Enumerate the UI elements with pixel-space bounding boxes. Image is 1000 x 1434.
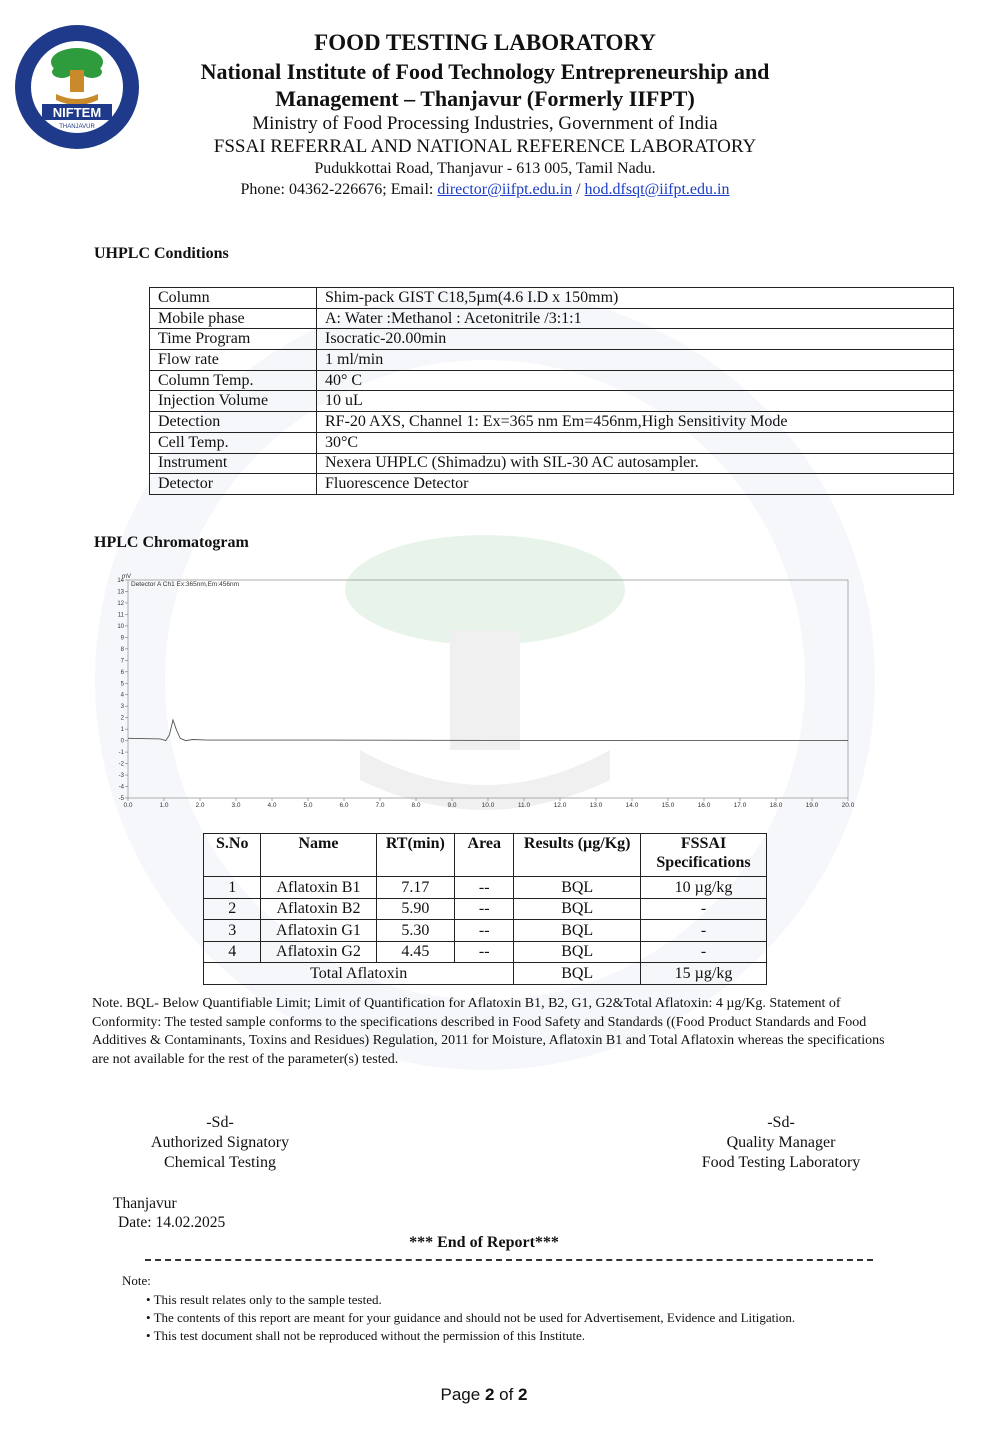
condition-value: 30°C xyxy=(317,432,954,453)
condition-value: RF-20 AXS, Channel 1: Ex=365 nm Em=456nm,High Sensitivity Mode xyxy=(317,412,954,433)
hplc-chromatogram-chart xyxy=(110,568,860,808)
condition-value: Isocratic-20.00min xyxy=(317,329,954,350)
y-tick-label: 10 xyxy=(117,623,124,630)
y-tick-label: 5 xyxy=(120,681,124,688)
chromatogram-series-line xyxy=(128,720,848,741)
condition-value: Nexera UHPLC (Shimadzu) with SIL-30 AC autosampler. xyxy=(317,453,954,474)
page-total: 2 xyxy=(518,1385,528,1404)
condition-value: 40° C xyxy=(317,370,954,391)
footer-note-item: • This result relates only to the sample tested. xyxy=(146,1291,795,1309)
footer-note-item: • The contents of this report are meant for your guidance and should not be used for Advertisement, Evidence and Litigation. xyxy=(146,1309,795,1327)
footer-note-item: • This test document shall not be reproduced without the permission of this Institute. xyxy=(146,1327,795,1345)
x-tick-label: 7.0 xyxy=(375,802,385,808)
page-number xyxy=(0,1385,968,1405)
x-tick-label: 16.0 xyxy=(697,802,711,808)
email-link-hod[interactable]: hod.dfsqt@iifpt.edu.in xyxy=(584,181,730,198)
chart-frame xyxy=(128,580,848,798)
y-tick-label: -4 xyxy=(118,784,124,791)
x-tick-label: 8.0 xyxy=(411,802,421,808)
condition-row xyxy=(150,474,954,495)
results-cell-result: BQL xyxy=(514,877,641,899)
results-cell-rt: 5.90 xyxy=(376,898,455,920)
results-cell-name: Aflatoxin G1 xyxy=(261,920,376,942)
institute-name-line1: National Institute of Food Technology Entrepreneurship and xyxy=(200,59,770,84)
condition-row xyxy=(150,412,954,433)
signature-left-dept: Chemical Testing xyxy=(164,1154,276,1171)
divider xyxy=(145,1259,873,1261)
signature-right-dept: Food Testing Laboratory xyxy=(701,1154,861,1171)
y-tick-label: -2 xyxy=(118,761,124,768)
condition-value: 10 uL xyxy=(317,391,954,412)
x-tick-label: 10.0 xyxy=(481,802,495,808)
condition-row xyxy=(150,350,954,371)
results-cell-area: -- xyxy=(455,877,514,899)
results-cell-sno: 2 xyxy=(204,898,261,920)
page-current: 2 xyxy=(484,1385,495,1404)
results-total-row xyxy=(204,963,767,985)
condition-row xyxy=(150,308,954,329)
results-header-cell: Name xyxy=(261,834,376,877)
x-tick-label: 1.0 xyxy=(159,802,169,808)
x-tick-label: 19.0 xyxy=(805,802,819,808)
end-of-report: *** End of Report*** xyxy=(409,1234,559,1251)
results-cell-sno: 4 xyxy=(204,941,261,963)
x-tick-label: 9.0 xyxy=(447,802,457,808)
y-tick-label: 12 xyxy=(117,600,124,607)
y-axis-label: mV xyxy=(122,574,131,580)
y-tick-label: 9 xyxy=(120,635,124,642)
results-row xyxy=(204,941,767,963)
signature-left-sd: -Sd- xyxy=(206,1114,234,1131)
signature-right-sd: -Sd- xyxy=(767,1114,795,1131)
results-header-cell: RT(min) xyxy=(376,834,455,877)
lab-title: FOOD TESTING LABORATORY xyxy=(314,30,656,55)
page-prefix: Page xyxy=(440,1385,485,1404)
x-tick-label: 11.0 xyxy=(517,802,531,808)
x-tick-label: 0.0 xyxy=(123,802,133,808)
x-tick-label: 6.0 xyxy=(339,802,349,808)
y-tick-label: 2 xyxy=(120,715,124,722)
results-header-cell: FSSAI Specifications xyxy=(641,834,767,877)
y-tick-label: -3 xyxy=(118,773,124,780)
logo-subtext: THANJAVUR xyxy=(59,124,95,130)
condition-key: Column xyxy=(150,288,317,309)
condition-key: Time Program xyxy=(150,329,317,350)
condition-row xyxy=(150,453,954,474)
condition-value: Shim-pack GIST C18,5µm(4.6 I.D x 150mm) xyxy=(317,288,954,309)
results-cell-area: -- xyxy=(455,941,514,963)
results-cell-sno: 1 xyxy=(204,877,261,899)
x-tick-label: 14.0 xyxy=(625,802,639,808)
condition-key: Instrument xyxy=(150,453,317,474)
aflatoxin-results-table xyxy=(203,833,767,985)
uhplc-conditions-table xyxy=(149,287,954,495)
y-tick-label: 13 xyxy=(117,589,124,596)
y-tick-label: 8 xyxy=(120,646,124,653)
date-text: Date: 14.02.2025 xyxy=(118,1214,226,1231)
results-header-cell: S.No xyxy=(204,834,261,877)
niftem-logo xyxy=(12,22,142,152)
total-label: Total Aflatoxin xyxy=(204,963,514,985)
address-line: Pudukkottai Road, Thanjavur - 613 005, Tamil Nadu. xyxy=(314,160,656,177)
results-header-cell: Results (µg/Kg) xyxy=(514,834,641,877)
results-cell-name: Aflatoxin B2 xyxy=(261,898,376,920)
results-cell-spec: 10 µg/kg xyxy=(641,877,767,899)
results-row xyxy=(204,877,767,899)
logo-text: NIFTEM xyxy=(52,105,102,120)
x-tick-label: 2.0 xyxy=(195,802,205,808)
y-tick-label: 14 xyxy=(117,578,124,584)
ministry-line: Ministry of Food Processing Industries, Government of India xyxy=(252,113,718,134)
x-tick-label: 17.0 xyxy=(733,802,747,808)
condition-value: A: Water :Methanol : Acetonitrile /3:1:1 xyxy=(317,308,954,329)
condition-row xyxy=(150,370,954,391)
uhplc-section-title: UHPLC Conditions xyxy=(94,245,229,262)
results-row xyxy=(204,920,767,942)
page-of: of xyxy=(494,1385,519,1404)
email-separator: / xyxy=(572,181,585,198)
y-tick-label: 1 xyxy=(120,727,124,734)
condition-key: Column Temp. xyxy=(150,370,317,391)
x-tick-label: 3.0 xyxy=(231,802,241,808)
x-tick-label: 15.0 xyxy=(661,802,675,808)
results-cell-name: Aflatoxin B1 xyxy=(261,877,376,899)
y-tick-label: 3 xyxy=(120,704,124,711)
results-cell-result: BQL xyxy=(514,920,641,942)
condition-row xyxy=(150,288,954,309)
condition-row xyxy=(150,432,954,453)
results-cell-spec: - xyxy=(641,898,767,920)
condition-key: Cell Temp. xyxy=(150,432,317,453)
results-cell-rt: 4.45 xyxy=(376,941,455,963)
results-cell-area: -- xyxy=(455,898,514,920)
results-cell-result: BQL xyxy=(514,898,641,920)
results-row xyxy=(204,898,767,920)
email-link-director[interactable]: director@iifpt.edu.in xyxy=(437,181,573,198)
x-tick-label: 12.0 xyxy=(553,802,567,808)
y-tick-label: 0 xyxy=(120,738,124,745)
signature-left xyxy=(120,1113,320,1173)
results-header-cell: Area xyxy=(455,834,514,877)
chart-title: Detector A Ch1 Ex:365nm,Em:456nm xyxy=(131,581,240,588)
chromatogram-section-title: HPLC Chromatogram xyxy=(94,534,249,551)
signature-right xyxy=(676,1113,886,1173)
y-tick-label: 11 xyxy=(117,612,124,619)
phone-text: Phone: 04362-226676; Email: xyxy=(240,181,438,198)
condition-key: Injection Volume xyxy=(150,391,317,412)
results-cell-spec: - xyxy=(641,941,767,963)
condition-row xyxy=(150,329,954,350)
x-tick-label: 13.0 xyxy=(589,802,603,808)
results-cell-spec: - xyxy=(641,920,767,942)
total-result: BQL xyxy=(514,963,641,985)
institute-name-line2: Management – Thanjavur (Formerly IIFPT) xyxy=(275,86,695,111)
x-tick-label: 20.0 xyxy=(841,802,855,808)
results-cell-result: BQL xyxy=(514,941,641,963)
y-tick-label: 4 xyxy=(120,692,124,699)
x-tick-label: 4.0 xyxy=(267,802,277,808)
condition-value: 1 ml/min xyxy=(317,350,954,371)
y-tick-label: -1 xyxy=(118,750,124,757)
footer-note-label: Note: xyxy=(122,1273,151,1288)
y-tick-label: 7 xyxy=(120,658,124,665)
condition-key: Detector xyxy=(150,474,317,495)
place-text: Thanjavur xyxy=(113,1195,177,1212)
results-cell-rt: 7.17 xyxy=(376,877,455,899)
signature-left-role: Authorized Signatory xyxy=(150,1134,290,1151)
note-paragraph: Note. BQL- Below Quantifiable Limit; Limit of Quantification for Aflatoxin B1, B2, G1, G2&Total Aflatoxin: 4 µg/Kg. Statement of Conformity: The tested sample conforms to the specifications described in Food Safety and Standards ((Food Product Standards and Food Additives & Contaminants, Toxins and Residues) Regulation, 2011 for Moisture, Aflatoxin B1 and Total Aflatoxin whereas the specifications are not available for the rest of the parameter(s) tested. xyxy=(92,996,885,1067)
results-cell-sno: 3 xyxy=(204,920,261,942)
condition-key: Mobile phase xyxy=(150,308,317,329)
fssai-line: FSSAI REFERRAL AND NATIONAL REFERENCE LABORATORY xyxy=(213,136,757,157)
condition-key: Flow rate xyxy=(150,350,317,371)
results-cell-area: -- xyxy=(455,920,514,942)
total-spec: 15 µg/kg xyxy=(641,963,767,985)
contact-line xyxy=(150,181,820,199)
y-tick-label: 6 xyxy=(120,669,124,676)
signature-right-role: Quality Manager xyxy=(726,1134,836,1151)
results-cell-rt: 5.30 xyxy=(376,920,455,942)
x-tick-label: 18.0 xyxy=(769,802,783,808)
y-tick-label: -5 xyxy=(118,796,124,802)
results-cell-name: Aflatoxin G2 xyxy=(261,941,376,963)
footer-note-list xyxy=(146,1291,795,1345)
condition-value: Fluorescence Detector xyxy=(317,474,954,495)
x-tick-label: 5.0 xyxy=(303,802,313,808)
condition-key: Detection xyxy=(150,412,317,433)
condition-row xyxy=(150,391,954,412)
